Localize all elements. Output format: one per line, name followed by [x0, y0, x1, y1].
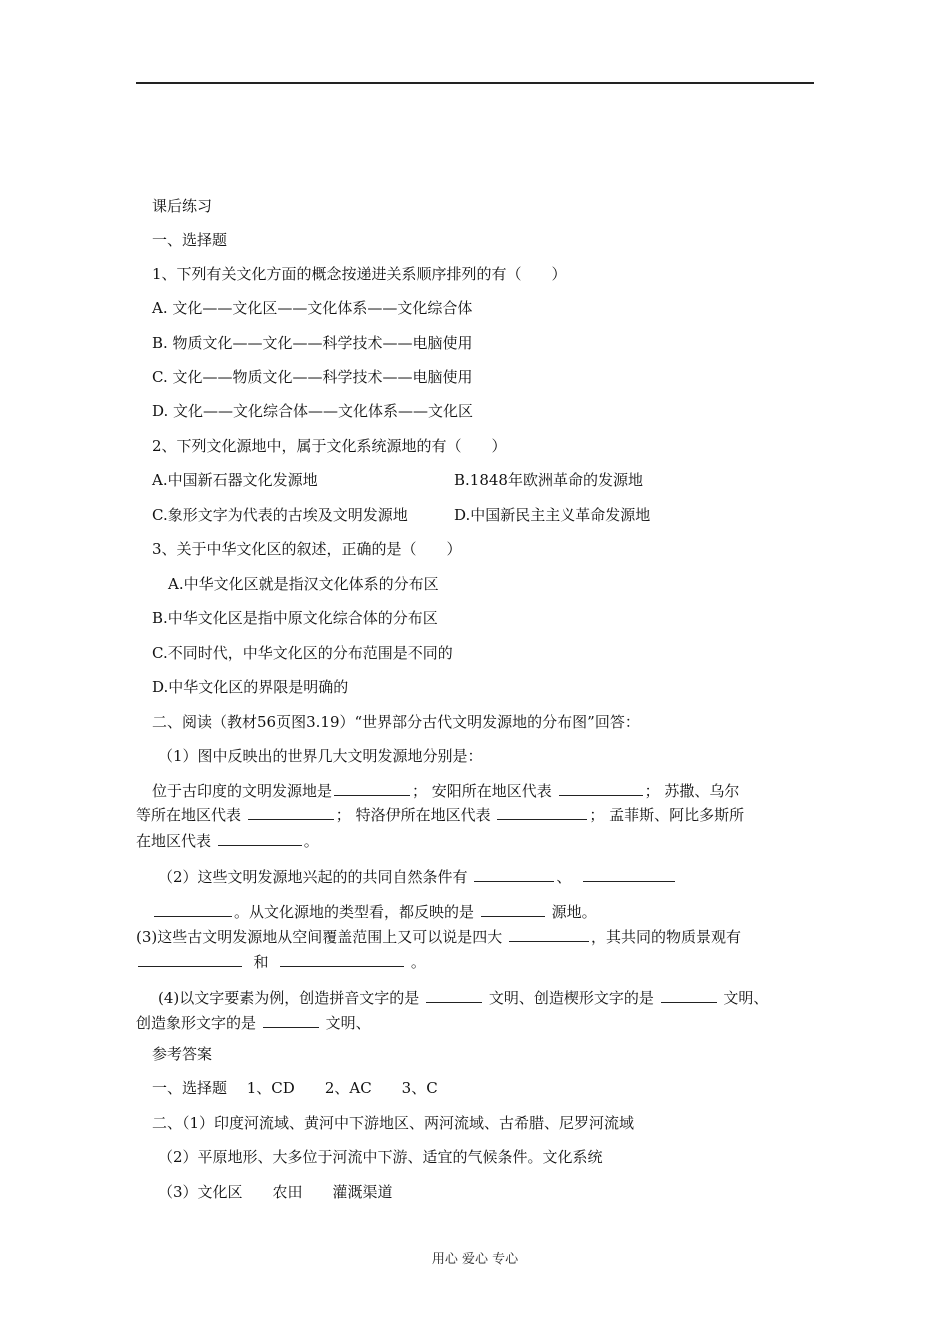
- s2-text-c: 。从文化源地的类型看，都反映的是: [234, 903, 475, 921]
- answer-blank[interactable]: [497, 805, 587, 820]
- q3-option-a: A.中华文化区就是指汉文化体系的分布区: [168, 575, 439, 593]
- s2-text-a: （2）这些文明发源地兴起的的共同自然条件有: [158, 868, 468, 886]
- s1-l3-text-a: 在地区代表: [136, 832, 212, 850]
- part2-s2-line2: [152, 902, 597, 922]
- answer-blank[interactable]: [509, 927, 589, 942]
- s3-text-c: 和: [253, 953, 269, 971]
- answer-blank[interactable]: [661, 988, 717, 1003]
- s1-l1-text-a: 位于古印度的文明发源地是: [152, 782, 333, 800]
- q2-option-b: B.1848年欧洲革命的发源地: [454, 471, 643, 489]
- s4-text-a: (4)以文字要素为例，创造拼音文字的是: [158, 989, 420, 1007]
- answers-part2-1: 二、（1）印度河流域、黄河中下游地区、两河流域、古希腊、尼罗河流域: [152, 1114, 635, 1132]
- q3-stem: 3、关于中华文化区的叙述，正确的是（ ）: [152, 540, 462, 558]
- s3-text-d: 。: [410, 953, 426, 971]
- q3-option-c: C.不同时代，中华文化区的分布范围是不同的: [152, 644, 453, 662]
- part1-heading: 一、选择题: [152, 231, 228, 249]
- answers-part2-2: （2）平原地形、大多位于河流中下游、适宜的气候条件。文化系统: [158, 1148, 603, 1166]
- q1-option-a: A. 文化——文化区——文化体系——文化综合体: [152, 299, 473, 317]
- q3-option-b: B.中华文化区是指中原文化综合体的分布区: [152, 609, 438, 627]
- answer-blank[interactable]: [481, 902, 545, 917]
- answer-blank[interactable]: [334, 781, 410, 796]
- s4-text-c: 文明、: [723, 989, 769, 1007]
- s2-text-b: 、: [556, 868, 572, 886]
- part2-s4-line1: [158, 988, 768, 1008]
- part2-s4-line2: [136, 1013, 371, 1033]
- part2-s3-line2: [136, 952, 426, 972]
- s1-l2-text-b: ； 特洛伊所在地区代表: [335, 806, 491, 824]
- answer-blank[interactable]: [280, 952, 404, 967]
- answer-blank[interactable]: [583, 867, 675, 882]
- answer-blank[interactable]: [263, 1013, 319, 1028]
- answer-blank[interactable]: [218, 831, 302, 846]
- answers-title: 参考答案: [152, 1045, 213, 1063]
- page-footer: 用心 爱心 专心: [431, 1252, 519, 1267]
- part2-s3-line1: [136, 927, 741, 947]
- s4-text-b: 文明、创造楔形文字的是: [488, 989, 654, 1007]
- s1-l1-text-c: ； 苏撒、乌尔: [644, 782, 740, 800]
- answer-blank[interactable]: [154, 902, 232, 917]
- s3-text-b: ，其共同的物质景观有: [591, 928, 742, 946]
- header-rule: [136, 82, 814, 84]
- part2-heading: 二、阅读（教材56页图3.19）“世界部分古代文明发源地的分布图”回答：: [152, 713, 640, 731]
- s4-text-e: 文明、: [325, 1014, 371, 1032]
- s1-l2-text-a: 等所在地区代表: [136, 806, 242, 824]
- part2-s2-line1: [158, 867, 677, 887]
- q2-option-a: A.中国新石器文化发源地: [152, 471, 318, 489]
- q2-option-d: D.中国新民主主义革命发源地: [454, 506, 651, 524]
- q1-option-d: D. 文化——文化综合体——文化体系——文化区: [152, 402, 474, 420]
- section-title: 课后练习: [152, 197, 213, 215]
- part2-s1-line2: [136, 805, 744, 825]
- answer-blank[interactable]: [426, 988, 482, 1003]
- q1-stem: 1、下列有关文化方面的概念按递进关系顺序排列的有（ ）: [152, 265, 567, 283]
- answers-part1: 一、选择题 1、CD 2、AC 3、C: [152, 1079, 438, 1097]
- answers-part2-3: （3）文化区 农田 灌溉渠道: [158, 1183, 393, 1201]
- s2-text-d: 源地。: [551, 903, 597, 921]
- answer-blank[interactable]: [138, 952, 242, 967]
- q1-option-b: B. 物质文化——文化——科学技术——电脑使用: [152, 334, 473, 352]
- answer-blank[interactable]: [248, 805, 334, 820]
- answer-blank[interactable]: [559, 781, 643, 796]
- s4-text-d: 创造象形文字的是: [136, 1014, 257, 1032]
- s1-l3-text-b: 。: [303, 832, 319, 850]
- answer-blank[interactable]: [474, 867, 554, 882]
- part2-s1-line1: [152, 781, 739, 801]
- part2-s1-line3: [136, 831, 319, 851]
- part2-s1-intro: （1）图中反映出的世界几大文明发源地分别是：: [158, 747, 483, 765]
- q1-option-c: C. 文化——物质文化——科学技术——电脑使用: [152, 368, 473, 386]
- q2-stem: 2、下列文化源地中，属于文化系统源地的有（ ）: [152, 437, 507, 455]
- s1-l1-text-b: ； 安阳所在地区代表: [412, 782, 552, 800]
- q3-option-d: D.中华文化区的界限是明确的: [152, 678, 349, 696]
- s1-l2-text-c: ； 孟菲斯、阿比多斯所: [589, 806, 745, 824]
- s3-text-a: (3)这些古文明发源地从空间覆盖范围上又可以说是四大: [136, 928, 503, 946]
- q2-option-c: C.象形文字为代表的古埃及文明发源地: [152, 506, 408, 524]
